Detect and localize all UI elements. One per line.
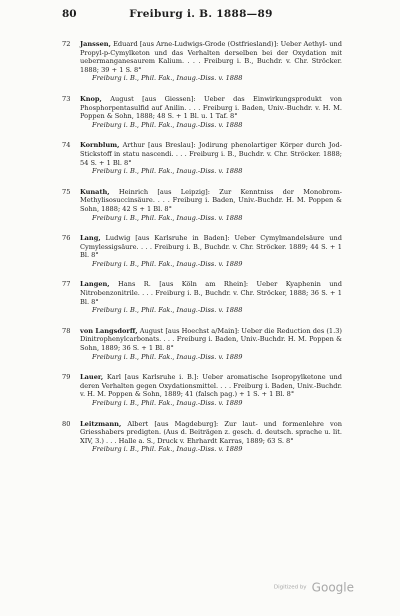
entry-dissertation-note: Freiburg i. B., Phil. Fak., Inaug.-Diss. v. 1888: [92, 167, 243, 176]
entry-description: August [aus Hoechst a/Main]: Ueber die Reduction des (1.3) Dinitrophenylcarbonats. . . . Freiburg i. Baden, Univ.-Buchdr. H. M. Poppen & Sohn, 1889; 36 S. + 1 Bl. 8°: [80, 326, 342, 353]
entry-text: [80, 373, 342, 399]
entry-dissertation-note: Freiburg i. B., Phil. Fak., Inaug.-Diss. v. 1889: [92, 399, 243, 407]
entry-description: Heinrich [aus Leipzig]: Zur Kenntniss der Monobrom-Methylisosuccinsäure. . . . Freiburg i. Baden, Univ.-Buchdr. H. M. Poppen & Sohn, 1888; 42 S + 1 Bl. 8°: [80, 187, 342, 213]
entry-dissertation-note: Freiburg i. B., Phil. Fak., Inaug.-Diss. v. 1889: [92, 445, 243, 454]
entry-description: Hans R. [aus Köln am Rhein]: Ueber Kyaphenin und Nitrobenzonitrile. . . . Freiburg i. B., Buchdr. v. Chr. Ströcker, 1888; 36 S. + 1 Bl. 8°: [80, 280, 342, 306]
bibliography-entry: [62, 95, 342, 129]
bibliography-entry: [62, 234, 342, 268]
entry-dissertation-note: Freiburg i. B., Phil. Fak., Inaug.-Diss. v. 1888: [92, 120, 243, 129]
bibliography-entry: [62, 420, 342, 454]
entry-author: Janssen,: [80, 40, 111, 48]
entry-number: 74: [62, 141, 71, 150]
entry-author: Kornblum,: [80, 141, 120, 150]
entry-text: [80, 420, 342, 446]
entry-dissertation-note: Freiburg i. B., Phil. Fak., Inaug.-Diss. v. 1888: [92, 306, 243, 315]
watermark-brand: Google: [311, 580, 354, 595]
entry-dissertation-note: Freiburg i. B., Phil. Fak., Inaug.-Diss. v. 1889: [92, 352, 243, 361]
entry-description: August [aus Giessen]: Ueber das Einwirkungsprodukt von Phosphorpentasulfid auf Anilin. . . . Freiburg i. Baden, Univ.-Buchdr. v. H. M. Poppen & Sohn, 1888; 48 S. + 1 Bl. u. 1 Taf. 8°: [80, 94, 342, 121]
entry-dissertation-note: Freiburg i. B., Phil. Fak., Inaug.-Diss. v. 1888: [92, 213, 243, 222]
entry-dissertation-note: Freiburg i. B., Phil. Fak., Inaug.-Diss. v. 1889: [92, 259, 243, 268]
entry-author: von Langsdorff,: [80, 326, 138, 335]
page-number: 80: [62, 8, 77, 20]
entry-text: [80, 280, 342, 306]
entry-text: [80, 234, 342, 260]
entry-author: Langen,: [80, 280, 110, 289]
entry-number: 79: [62, 373, 71, 382]
entry-text: [80, 95, 342, 121]
entry-number: 72: [62, 40, 71, 48]
entry-number: 73: [62, 94, 71, 103]
bibliography-entry: [62, 188, 342, 222]
entry-description: Albert [aus Magdeburg]: Zur laut- und formenlehre von Griesshabers predigten. (Aus d. Beiträgen z. gesch. d. deutsch. sprache u. lit. XIV, 3.) . . . Halle a. S., Druck v. Ehrhardt Karras, 1889; 63 S. 8°: [80, 419, 342, 445]
entry-number: 80: [62, 419, 71, 428]
watermark-prefix: Digitized by: [273, 584, 307, 591]
page-header: [62, 8, 340, 24]
entry-number: 77: [62, 280, 71, 289]
entry-description: Karl [aus Karlsruhe i. B.]: Ueber aromatische Isopropylketone und deren Verhalten gegen Oxydationsmittel. . . . Freiburg i. Baden, Univ.-Buchdr. v. H. M. Poppen & Sohn, 1889; 41 (falsch pag.) + 1 S. + 1 Bl. 8°: [80, 373, 342, 399]
running-title: Freiburg i. B. 1888—89: [129, 8, 273, 20]
entry-list: [62, 40, 342, 466]
entry-dissertation-note: Freiburg i. B., Phil. Fak., Inaug.-Diss. v. 1888: [92, 74, 243, 83]
entry-description: Ludwig [aus Karlsruhe in Baden]: Ueber Cymylmandelsäure und Cymylessigsäure. . . . Freiburg i. B., Buchdr. v. Chr. Ströcker. 1889; 44 S. + 1 Bl. 8°: [80, 234, 342, 260]
entry-text: [80, 188, 342, 214]
bibliography-entry: [62, 141, 342, 175]
entry-author: Lauer,: [80, 373, 104, 382]
entry-author: Knop,: [80, 94, 102, 103]
entry-author: Kunath,: [80, 187, 110, 196]
entry-text: [80, 327, 342, 353]
entry-author: Lang,: [80, 234, 101, 243]
bibliography-entry: [62, 327, 342, 361]
entry-number: 76: [62, 234, 71, 243]
bibliography-entry: [62, 280, 342, 314]
entry-text: [80, 141, 342, 167]
entry-description: Eduard [aus Arne-Ludwigs-Grode (Ostfriesland)]: Ueber Aethyl- und Propyl-p-Cymylketon und das Verhalten derselben bei der Oxydation mit uebermanganesaurem Kalium. . . . Freiburg i. B., Buchdr. v. Chr. Ströcker. 1888; 39 + 1 S. 8°: [80, 40, 342, 74]
entry-number: 75: [62, 187, 71, 196]
entry-text: [80, 40, 342, 74]
bibliography-entry: [62, 373, 342, 407]
entry-description: Arthur [aus Breslau]: Jodirung phenolartiger Körper durch Jod-Stickstoff in statu nascendi. . . . Freiburg i. B., Buchdr. v. Chr. Ströcker. 1888; 54 S. + 1 Bl. 8°: [80, 141, 342, 167]
bibliography-entry: [62, 40, 342, 83]
digitized-watermark: [274, 577, 354, 596]
entry-author: Leitzmann,: [80, 419, 122, 428]
entry-number: 78: [62, 326, 71, 335]
